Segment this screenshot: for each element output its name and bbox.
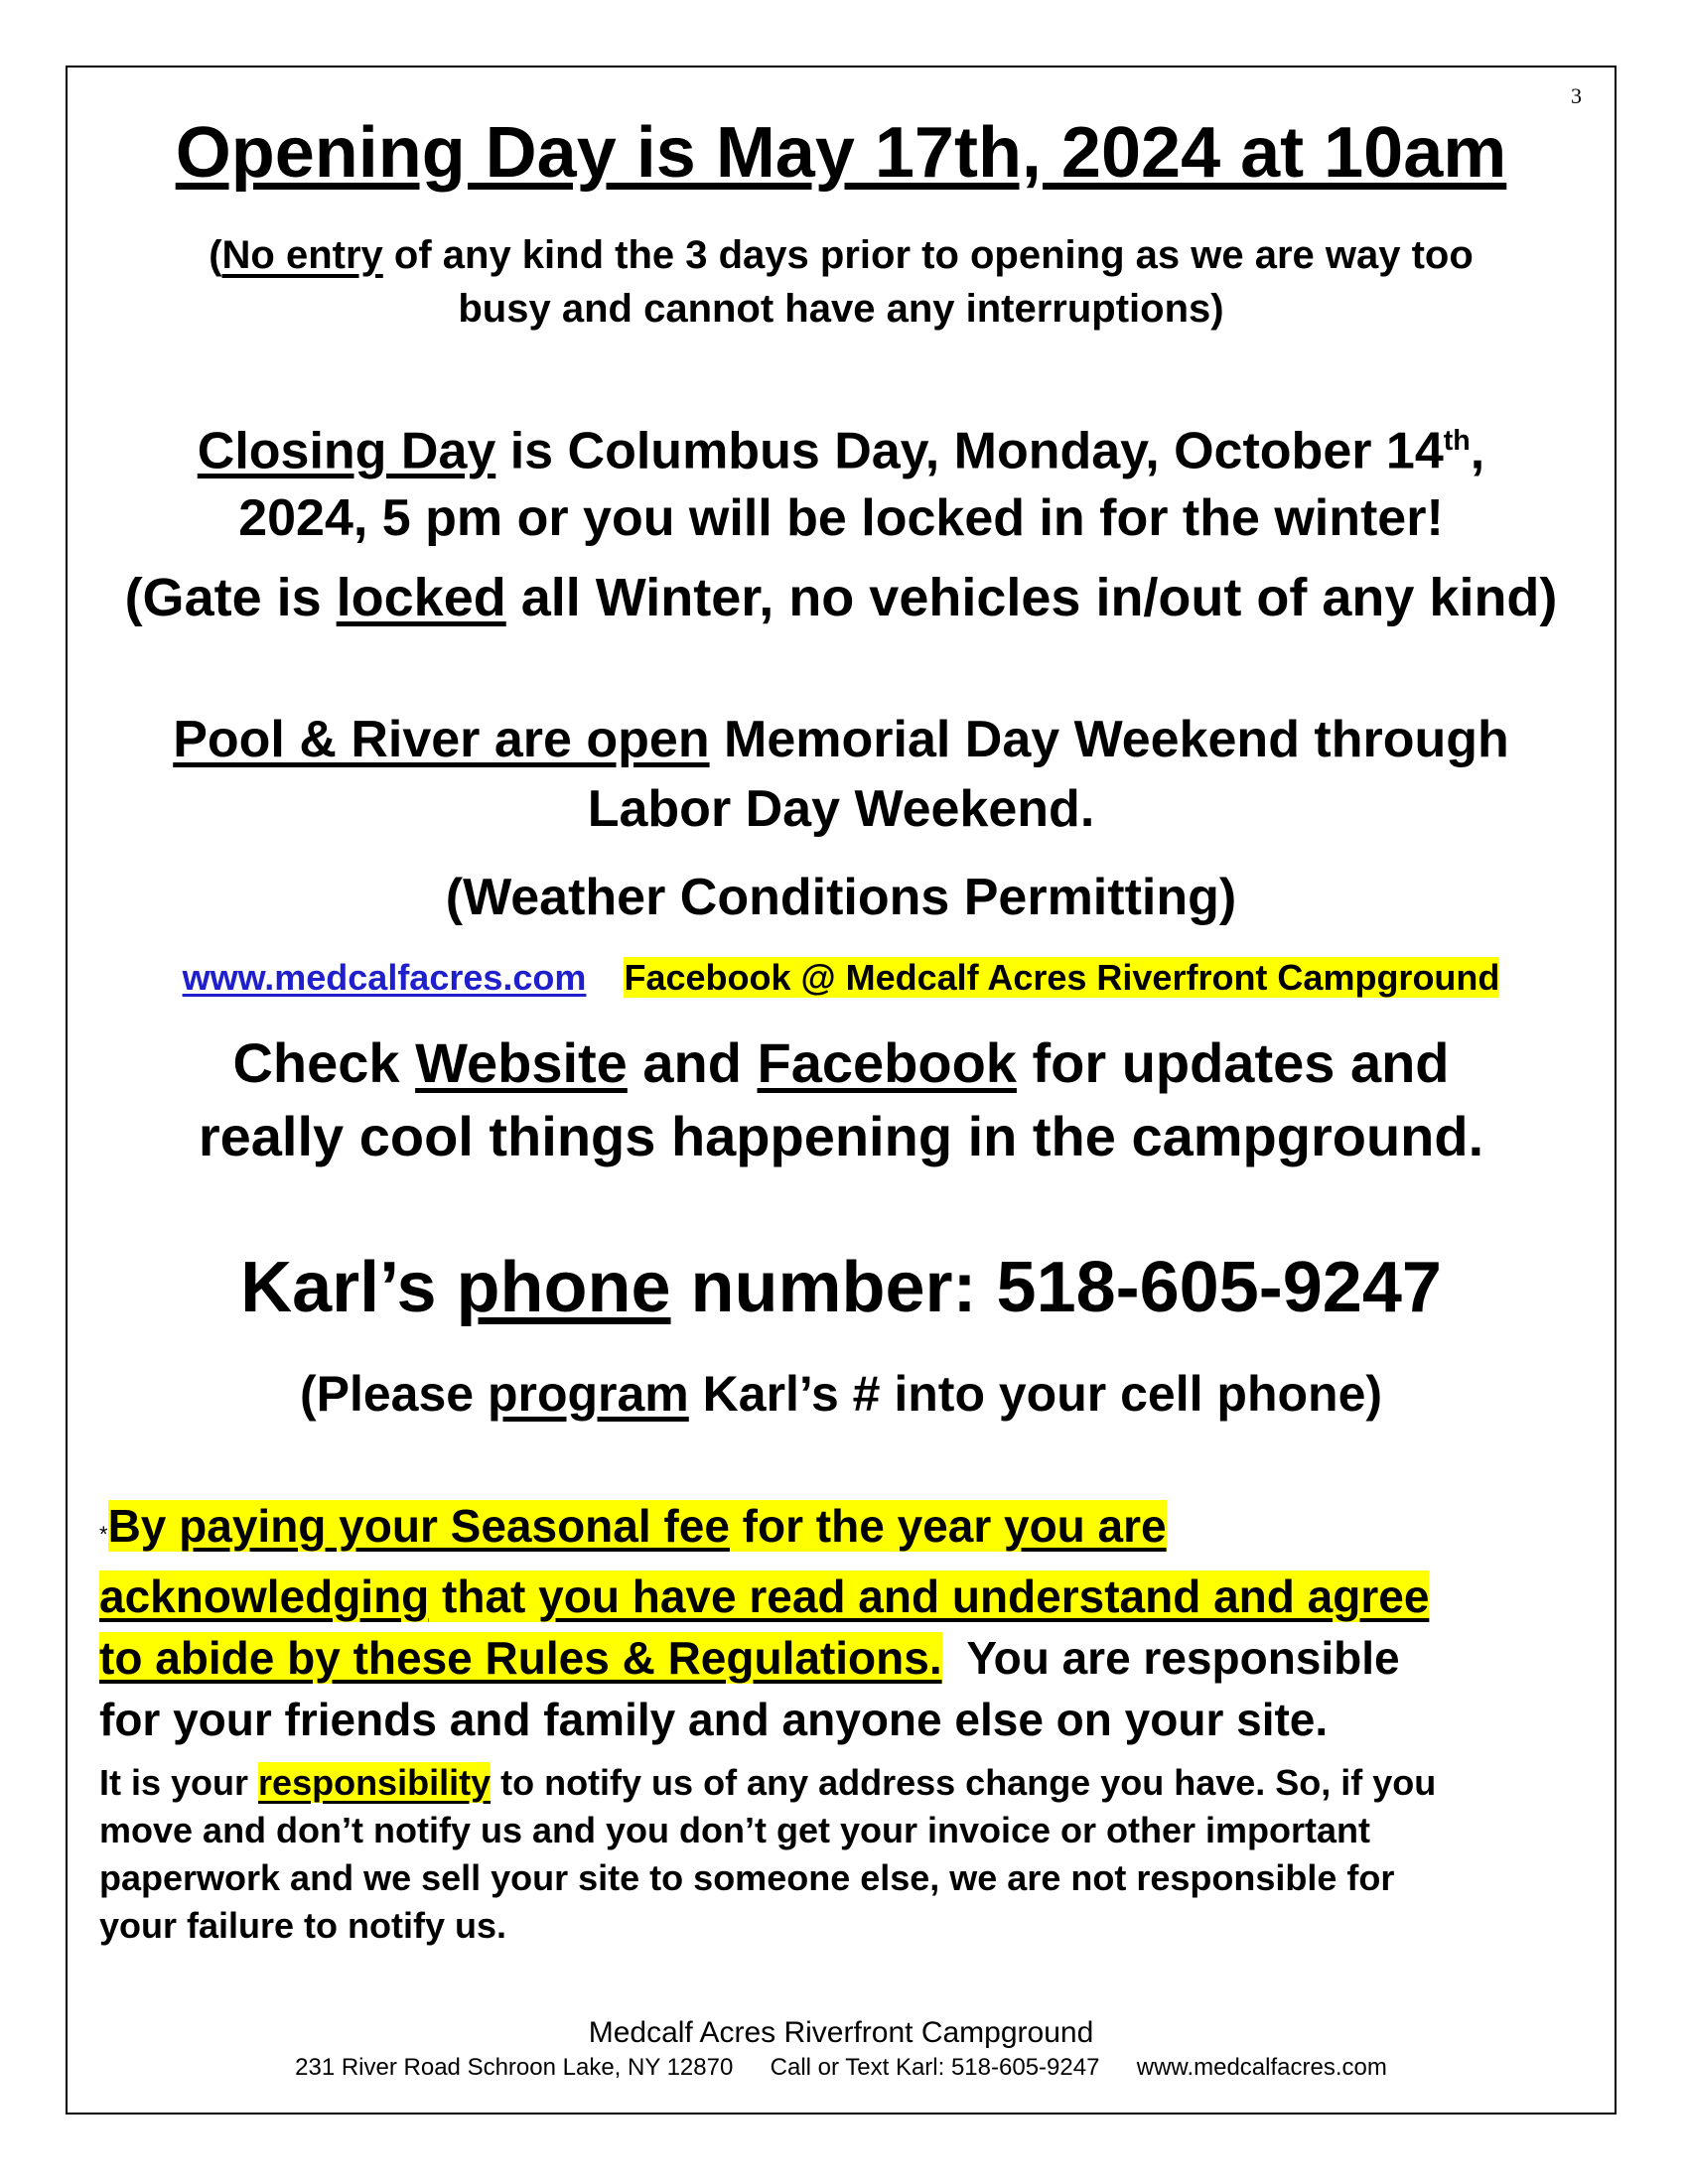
seasonal-abide: to abide by these Rules & Regulations.	[99, 1632, 942, 1684]
check-line2: really cool things happening in the campground.	[198, 1105, 1484, 1167]
opening-note-rest: of any kind the 3 days prior to opening as we are way too	[382, 233, 1474, 277]
closing-day-label: Closing Day	[197, 422, 496, 480]
pool-line1: Memorial Day Weekend through	[709, 711, 1509, 768]
address-change-text	[99, 1759, 1589, 1950]
program-post: Karl’s # into your cell phone)	[688, 1366, 1383, 1422]
check-mid: and	[627, 1031, 758, 1094]
seasonal-line4: for your friends and family and anyone else on your site.	[99, 1694, 1329, 1745]
program-note	[66, 1362, 1617, 1426]
seasonal-acknowledging: acknowledging	[99, 1570, 430, 1622]
address-l3: paperwork and we sell your site to someone else, we are not responsible for	[99, 1857, 1395, 1898]
closing-sup: th	[1443, 425, 1471, 457]
seasonal-you-have: you have read and understand and agree	[538, 1570, 1430, 1622]
seasonal-fee-text	[99, 1495, 1589, 1750]
footer-address: 231 River Road Schroon Lake, NY 12870	[295, 2054, 734, 2081]
facebook-link[interactable]: Facebook @ Medcalf Acres Riverfront Campground	[624, 957, 1500, 998]
pool-line2: Labor Day Weekend.	[587, 780, 1095, 838]
opening-note	[66, 228, 1617, 336]
seasonal-for-year: for the year	[729, 1500, 1004, 1552]
phone-post: number: 518-605-9247	[670, 1248, 1442, 1327]
opening-note-open: (	[209, 233, 222, 277]
seasonal-star: *	[99, 1522, 108, 1547]
address-pre: It is your	[99, 1762, 259, 1803]
footer-website[interactable]: www.medcalfacres.com	[1136, 2054, 1387, 2081]
check-post: for updates and	[1016, 1031, 1450, 1094]
seasonal-paying: paying your Seasonal fee	[179, 1500, 730, 1552]
phone-number-text	[66, 1245, 1617, 1330]
check-pre: Check	[232, 1031, 416, 1094]
address-l2: move and don’t notify us and you don’t get your invoice or other important	[99, 1810, 1371, 1850]
closing-line1-end: ,	[1470, 422, 1485, 480]
phone-u: phone	[456, 1248, 671, 1327]
website-link[interactable]: www.medcalfacres.com	[182, 957, 587, 998]
program-pre: (Please	[299, 1366, 488, 1422]
closing-line2: 2024, 5 pm or you will be locked in for the winter!	[238, 489, 1444, 548]
page-number: 3	[1571, 83, 1582, 108]
gate-post: all Winter, no vehicles in/out of any kind)	[505, 568, 1558, 627]
footer-call: Call or Text Karl: 518-605-9247	[770, 2054, 1100, 2081]
footer-contact	[66, 2053, 1617, 2083]
address-l4: your failure to notify us.	[99, 1905, 507, 1946]
check-website: Website	[415, 1031, 628, 1094]
gate-pre: (Gate is	[124, 568, 337, 627]
seasonal-responsible: You are responsible	[941, 1632, 1400, 1684]
check-updates-text	[66, 1026, 1617, 1173]
links-row	[66, 955, 1617, 1001]
address-responsibility: responsibility	[258, 1762, 492, 1803]
seasonal-by: By	[107, 1500, 180, 1552]
closing-day-text	[66, 407, 1617, 552]
gate-locked: locked	[336, 568, 506, 627]
opening-day-title: Opening Day is May 17th, 2024 at 10am	[175, 113, 1507, 193]
weather-note: (Weather Conditions Permitting)	[445, 869, 1237, 926]
no-entry-text: No entry	[221, 233, 383, 277]
footer-name: Medcalf Acres Riverfront Campground	[588, 2016, 1094, 2049]
pool-river-text	[66, 705, 1617, 844]
phone-pre: Karl’s	[240, 1248, 457, 1327]
opening-note-line2: busy and cannot have any interruptions)	[458, 287, 1224, 331]
seasonal-you-are: you are	[1004, 1500, 1167, 1552]
gate-note	[66, 564, 1617, 631]
check-facebook: Facebook	[757, 1031, 1017, 1094]
pool-river-label: Pool & River are open	[173, 711, 710, 768]
address-l1: to notify us of any address change you have. So, if you	[491, 1762, 1437, 1803]
seasonal-that: that	[429, 1570, 539, 1622]
closing-line1: is Columbus Day, Monday, October 14	[495, 422, 1444, 480]
program-u: program	[487, 1366, 689, 1422]
